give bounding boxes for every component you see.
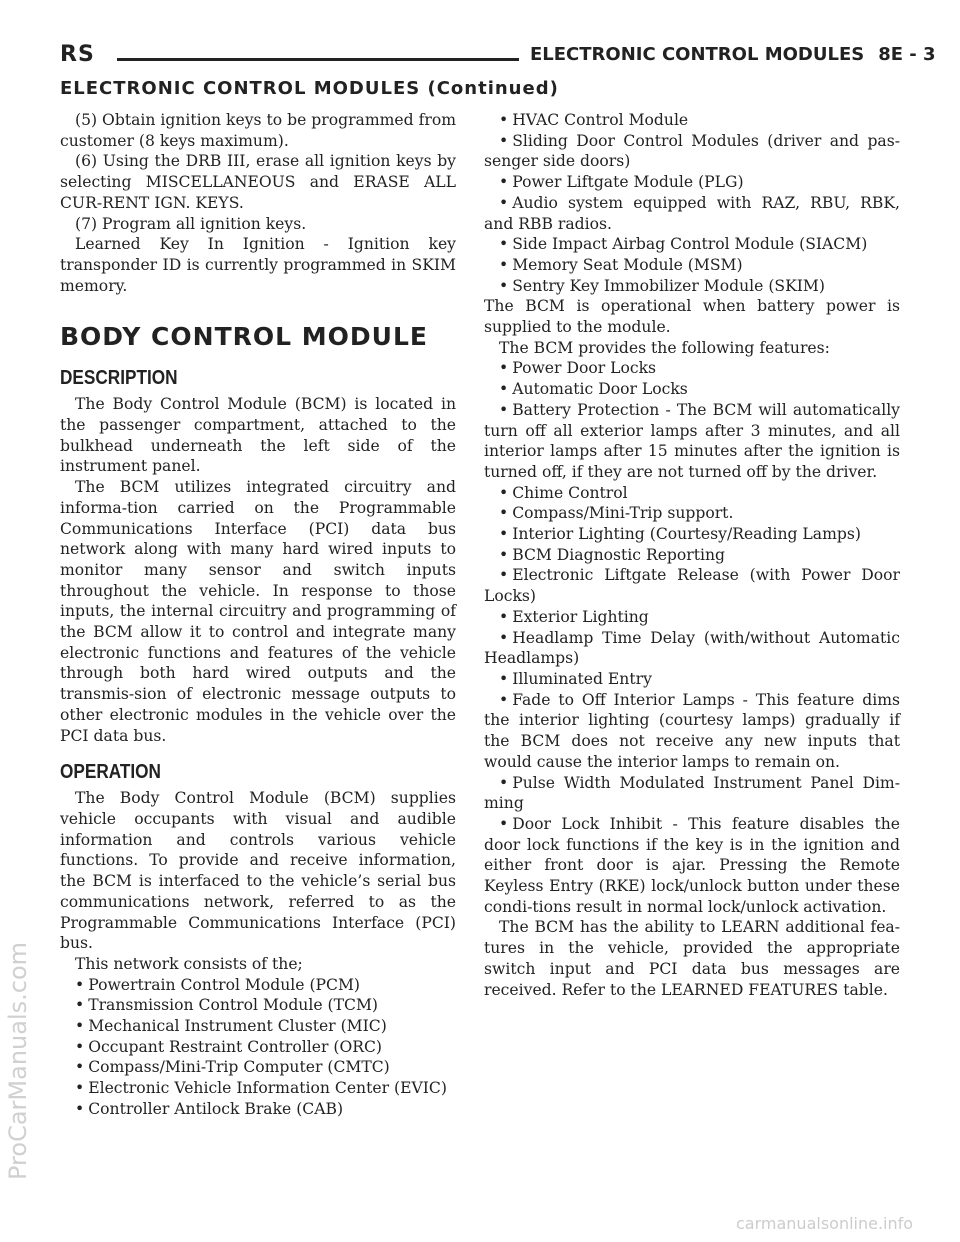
features-intro: The BCM provides the following features: [499, 338, 830, 357]
operation-paragraph: This network consists of the; [75, 954, 303, 973]
list-item: • Occupant Restraint Controller (ORC) [75, 1037, 382, 1056]
bullet-icon: • [499, 131, 509, 150]
bullet-icon: • [499, 380, 509, 399]
list-item: • Powertrain Control Module (PCM) [75, 975, 361, 994]
bullet-icon: • [499, 235, 509, 254]
bullet-icon: • [499, 525, 509, 544]
bullet-icon: • [499, 483, 509, 502]
step-5: (5) Obtain ignition keys to be programmed from customer (8 keys maximum). [60, 111, 456, 150]
step-6: (6) Using the DRB III, erase all ignition keys by selecting MISCELLANEOUS and ERASE ALL CUR-RENT IGN. KEYS. [60, 152, 456, 212]
bullet-icon: • [499, 814, 509, 833]
list-item: • Illuminated Entry [499, 669, 652, 688]
operation-heading: OPERATION [60, 761, 161, 784]
learned-key-note: Learned Key In Ignition - Ignition key transponder ID is currently programmed in SKIM memory. [60, 235, 456, 295]
bullet-icon: • [75, 996, 85, 1015]
header-right [530, 44, 936, 65]
bullet-icon: • [499, 255, 509, 274]
bullet-icon: • [499, 669, 509, 688]
bullet-icon: • [499, 111, 509, 129]
header-title: ELECTRONIC CONTROL MODULES [530, 44, 865, 65]
bullet-icon: • [75, 1058, 85, 1077]
header-rule [117, 58, 519, 61]
list-item: • Headlamp Time Delay (with/without Automatic Headlamps) [484, 628, 900, 668]
list-item: • Sliding Door Control Modules (driver and pas-senger side doors) [484, 131, 900, 171]
right-column [484, 110, 900, 1000]
list-item: • Door Lock Inhibit - This feature disables the door lock functions if the key is in the ignition and either front door is ajar. Pressing the Remote Keyless Entry (RKE) lock/unlock button under these condi-tions result in normal lock/unlock activation. [484, 814, 900, 916]
bullet-icon: • [499, 628, 509, 647]
operational-paragraph: The BCM is operational when battery power is supplied to the module. [484, 297, 900, 337]
section-heading: BODY CONTROL MODULE [60, 322, 428, 352]
footer-watermark: carmanualsonline.info [736, 1214, 914, 1233]
bullet-icon: • [499, 400, 509, 419]
bullet-icon: • [75, 1037, 85, 1056]
bullet-icon: • [499, 173, 509, 192]
list-item: • Sentry Key Immobilizer Module (SKIM) [499, 276, 825, 295]
list-item: • Chime Control [499, 483, 628, 502]
list-item: • Automatic Door Locks [499, 380, 688, 399]
operation-paragraph: The Body Control Module (BCM) supplies vehicle occupants with visual and audible information and controls various vehicle functions. To provide and receive information, the BCM is interfaced to the vehicle’s serial bus communications network, referred to as the Programmable Communications Interface (PCI) bus. [60, 789, 456, 953]
header-section-code: RS [60, 42, 95, 67]
bullet-icon: • [499, 773, 509, 792]
list-item: • Side Impact Airbag Control Module (SIACM) [499, 235, 868, 254]
list-item: • Memory Seat Module (MSM) [499, 255, 743, 274]
bullet-icon: • [499, 276, 509, 295]
list-item: • Mechanical Instrument Cluster (MIC) [75, 1017, 387, 1036]
list-item: • Interior Lighting (Courtesy/Reading Lamps) [499, 525, 861, 544]
page-number: 8E - 3 [878, 44, 936, 65]
list-item: • Battery Protection - The BCM will automatically turn off all exterior lamps after 3 minutes, and all interior lamps after 15 minutes after the ignition is turned off, if they are not turned off by the driver. [484, 400, 900, 481]
description-paragraph: The BCM utilizes integrated circuitry and informa-tion carried on the Programmable Communications Interface (PCI) data bus network along with many hard wired inputs to monitor many sensor and switch inputs throughout the vehicle. In response to those inputs, the internal circuitry and programming of the BCM allow it to control and integrate many electronic functions and features of the vehicle through both hard wired outputs and the transmis-sion of electronic message outputs to other electronic modules in the vehicle over the PCI data bus. [60, 478, 456, 745]
bullet-icon: • [499, 504, 509, 523]
bullet-icon: • [499, 359, 509, 378]
bullet-icon: • [499, 566, 509, 585]
list-item: • Transmission Control Module (TCM) [75, 996, 378, 1015]
continued-heading: ELECTRONIC CONTROL MODULES (Continued) [60, 78, 559, 99]
bullet-icon: • [499, 607, 509, 626]
bullet-icon: • [499, 545, 509, 564]
list-item: • Audio system equipped with RAZ, RBU, RBK, and RBB radios. [484, 193, 900, 233]
list-item: • Electronic Liftgate Release (with Power Door Locks) [484, 566, 900, 606]
description-paragraph: The Body Control Module (BCM) is located in the passenger compartment, attached to the bulkhead underneath the left side of the instrument panel. [60, 395, 456, 476]
description-heading: DESCRIPTION [60, 367, 178, 390]
list-item: • Electronic Vehicle Information Center (EVIC) [75, 1079, 447, 1098]
list-item: • Power Door Locks [499, 359, 657, 378]
bullet-icon: • [75, 1079, 85, 1098]
list-item: • Compass/Mini-Trip support. [499, 504, 734, 523]
list-item: • HVAC Control Module [499, 111, 689, 129]
bullet-icon: • [499, 193, 509, 212]
learn-paragraph: The BCM has the ability to LEARN additional fea-tures in the vehicle, provided the appropriate switch input and PCI data bus messages are received. Refer to the LEARNED FEATURES table. [484, 918, 900, 999]
list-item: • BCM Diagnostic Reporting [499, 545, 726, 564]
bullet-icon: • [75, 1017, 85, 1036]
left-column [60, 110, 456, 1120]
list-item: • Pulse Width Modulated Instrument Panel Dim-ming [484, 773, 900, 813]
bullet-icon: • [499, 690, 509, 709]
list-item: • Power Liftgate Module (PLG) [499, 173, 744, 192]
list-item: • Exterior Lighting [499, 607, 649, 626]
bullet-icon: • [75, 975, 85, 994]
list-item: • Controller Antilock Brake (CAB) [75, 1099, 344, 1118]
list-item: • Compass/Mini-Trip Computer (CMTC) [75, 1058, 390, 1077]
step-7: (7) Program all ignition keys. [75, 214, 307, 233]
bullet-icon: • [75, 1099, 85, 1118]
list-item: • Fade to Off Interior Lamps - This feature dims the interior lighting (courtesy lamps) gradually if the BCM does not receive any new inputs that would cause the interior lamps to remain on. [484, 690, 900, 771]
side-watermark: ProCarManuals.com [4, 941, 32, 1180]
